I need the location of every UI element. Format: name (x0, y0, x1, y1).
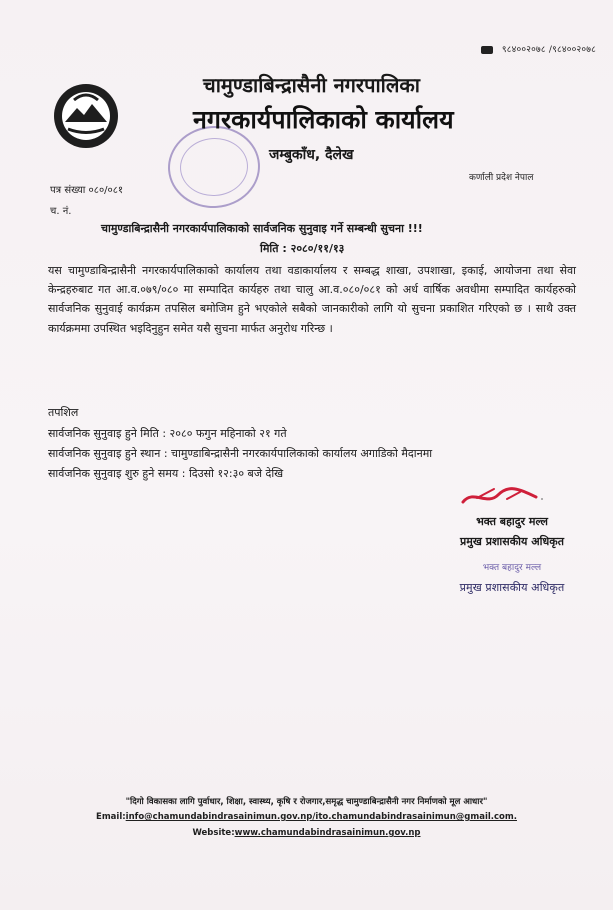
notice-date: मिति : २०८०/११/१३ (260, 242, 345, 255)
office-name: नगरकार्यपालिकाको कार्यालय (193, 105, 454, 134)
website-link[interactable]: www.chamundabindrasainimun.gov.np (234, 828, 421, 838)
email-link[interactable]: info@chamundabindrasainimun.gov.np/ito.chamundabindrasainimun@gmail.com. (125, 812, 517, 822)
stamp-name: भक्त बहादुर मल्ल (482, 563, 542, 573)
website-label: Website: (192, 828, 235, 838)
letterhead (185, 73, 505, 164)
municipality-name: चामुण्डाबिन्द्रासैनी नगरपालिका (203, 73, 420, 97)
phone-number (481, 42, 596, 55)
notice-subject: चामुण्डाबिन्द्रासैनी नगरकार्यपालिकाको सार्वजनिक सुनुवाइ गर्ने सम्बन्धी सुचना !!! (101, 222, 423, 235)
footer-quote: "दिगो विकासका लागि पुर्वाधार, शिक्षा, स्वास्थ्य, कृषि र रोजगार,समृद्ध चामुण्डाबिन्द्रासैनी नगर निर्माणको मूल आधार" (125, 797, 488, 807)
officer-signature (457, 483, 545, 511)
email-label: Email: (96, 812, 126, 822)
officer-title: प्रमुख प्रशासकीय अधिकृत (460, 535, 564, 548)
office-location: जम्बुकाँध, दैलेख (269, 147, 354, 163)
ch-number: च. नं. (50, 206, 72, 217)
footer-email (54, 809, 559, 825)
officer-block (437, 512, 587, 598)
footer-website (54, 825, 559, 842)
phone-value: ९८४००२०७८ /९८४००२०७८ (501, 45, 596, 55)
notice-details (48, 403, 568, 484)
hearing-time: सार्वजनिक सुनुवाइ शुरु हुने समय : दिउसो १२:३० बजे देखि (48, 467, 284, 480)
details-title: तपशिल (48, 406, 79, 419)
notice-body: यस चामुण्डाबिन्द्रासैनी नगरकार्यपालिकाको कार्यालय तथा वडाकार्यालय र सम्बद्ध शाखा, उपशाखा, इकाई, आयोजना तथा सेवा केन्द्रहरुबाट गत आ.व.०७९/०८० मा सम्पादित कार्यहरु तथा चालु आ.व.०८०/०८१ को अर्ध वार्षिक अवधीमा सम्पादित कार्यहरुको सार्वजनिक सुनुवाई कार्यक्रम तपसिल बमोजिम हुने भएकोले सबैको जानकारीको लागि यो सुचना प्रकाशित गरिएको छ । साथै उक्त कार्यक्रममा उपस्थित भइदिनुहुन समेत यसै सुचना मार्फत अनुरोध गरिन्छ । (48, 264, 576, 335)
municipality-logo (50, 80, 122, 152)
phone-icon (481, 46, 493, 54)
province-label: कर्णाली प्रदेश नेपाल (469, 173, 534, 183)
hearing-place: सार्वजनिक सुनुवाइ हुने स्थान : चामुण्डाबिन्द्रासैनी नगरकार्यपालिकाको कार्यालय अगाडिको मैदानमा (48, 447, 433, 460)
officer-name: भक्त बहादुर मल्ल (476, 515, 548, 528)
letter-meta (50, 180, 123, 222)
letter-number: पत्र संख्या ०८०/०८१ (50, 185, 124, 196)
document-footer (54, 795, 559, 842)
stamp-title: प्रमुख प्रशासकीय अधिकृत (459, 581, 565, 594)
hearing-date: सार्वजनिक सुनुवाइ हुने मिति : २०८० फगुन महिनाको २१ गते (48, 427, 287, 440)
